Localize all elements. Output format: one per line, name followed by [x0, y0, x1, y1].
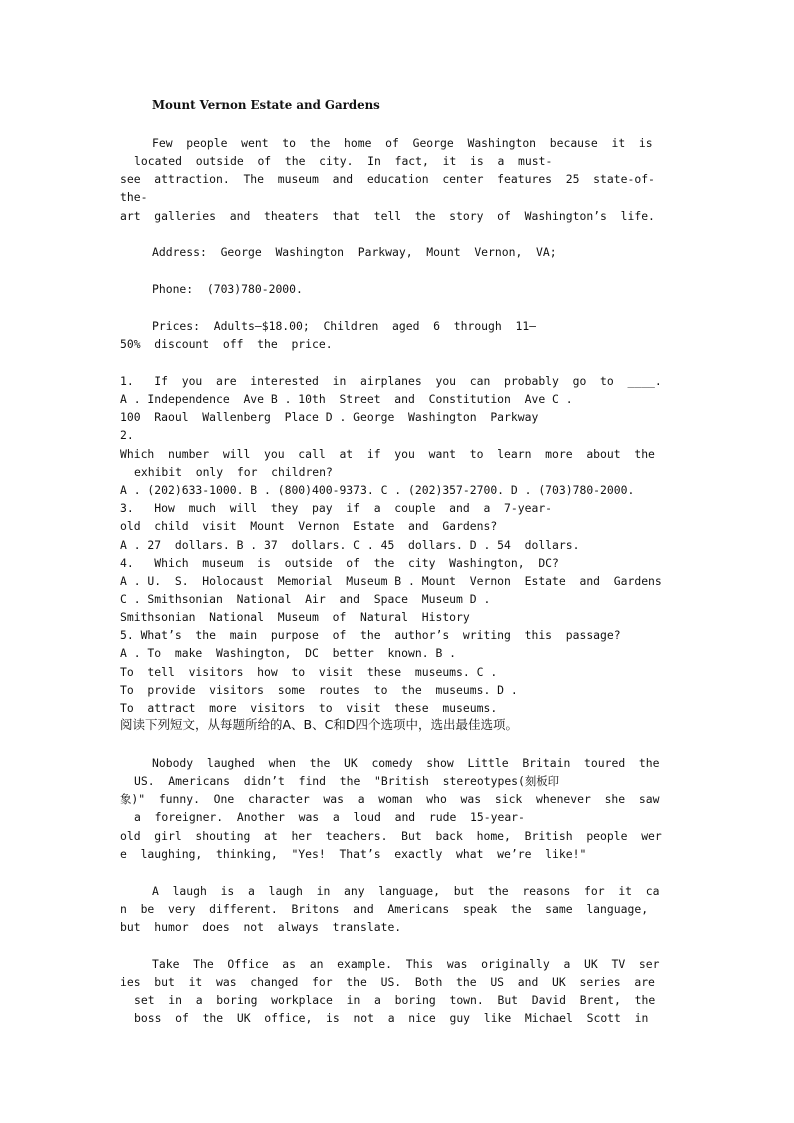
phone-line: Phone: (703)780-2000. [152, 282, 303, 296]
paragraph-line: ies but it was changed for the US. Both the US and UK series are [120, 975, 655, 989]
paragraph-line: set in a boring workplace in a boring town. But David Brent, the [134, 993, 656, 1007]
question-line: exhibit only for children? [134, 465, 333, 479]
option-line: To attract more visitors to visit these museums. [120, 701, 498, 715]
paragraph-line: but humor does not always translate. [120, 920, 402, 934]
paragraph-line: Few people went to the home of George Washington because it is [152, 136, 653, 150]
option-line: C . Smithsonian National Air and Space Museum D . [120, 592, 491, 606]
paragraph-line: e laughing, thinking, "Yes! That’s exactly what we’re like!" [120, 847, 587, 861]
paragraph-line: see attraction. The museum and education center features 25 state-of- [120, 172, 655, 186]
option-line: A . Independence Ave B . 10th Street and Constitution Ave C . [120, 392, 573, 406]
paragraph-line: n be very different. Britons and Americans speak the same language, [120, 902, 649, 916]
question-line: 1. If you are interested in airplanes you can probably go to ____. [120, 374, 662, 388]
paragraph-line: the- [120, 190, 148, 204]
question-line: 4. Which museum is outside of the city Washington, DC? [120, 556, 559, 570]
question-line: 5. What’s the main purpose of the author’s writing this passage? [120, 628, 621, 642]
option-line: A . U. S. Holocaust Memorial Museum B . Mount Vernon Estate and Gardens [120, 574, 662, 588]
question-line: 2. [120, 428, 134, 442]
question-line: 3. How much will they pay if a couple and a 7-year- [120, 501, 553, 515]
question-line: old child visit Mount Vernon Estate and Gardens? [120, 519, 498, 533]
option-line: 100 Raoul Wallenberg Place D . George Washington Parkway [120, 410, 539, 424]
option-line: A . To make Washington, DC better known. B . [120, 646, 457, 660]
paragraph-line: art galleries and theaters that tell the story of Washington’s life. [120, 209, 655, 223]
paragraph-line: US. Americans didn’t find the "British stereotypes(刻板印 [134, 774, 560, 788]
passage-title: Mount Vernon Estate and Gardens [152, 98, 380, 112]
paragraph-line: Nobody laughed when the UK comedy show Little Britain toured the [152, 756, 660, 770]
paragraph-line: Take The Office as an example. This was originally a UK TV ser [152, 957, 660, 971]
prices-line: Prices: Adults—$18.00; Children aged 6 through 11— [152, 319, 537, 333]
address-line: Address: George Washington Parkway, Mount Vernon, VA; [152, 245, 557, 259]
question-line: Which number will you call at if you want to learn more about the [120, 447, 655, 461]
paragraph-line: old girl shouting at her teachers. But back home, British people wer [120, 829, 662, 843]
instruction-line: 阅读下列短文，从每题所给的A、B、C和D四个选项中，选出最佳选项。 [120, 717, 518, 732]
paragraph-line: a foreigner. Another was a loud and rude 15-year- [134, 810, 525, 824]
option-line: To tell visitors how to visit these museums. C . [120, 665, 498, 679]
paragraph-line: A laugh is a laugh in any language, but the reasons for it ca [152, 884, 660, 898]
paragraph-line: 象)" funny. One character was a woman who was sick whenever she saw [120, 792, 660, 806]
option-line: Smithsonian National Museum of Natural History [120, 610, 470, 624]
option-line: To provide visitors some routes to the museums. D . [120, 683, 518, 697]
option-line: A . 27 dollars. B . 37 dollars. C . 45 dollars. D . 54 dollars. [120, 538, 580, 552]
prices-line: 50% discount off the price. [120, 337, 333, 351]
option-line: A . (202)633-1000. B . (800)400-9373. C . (202)357-2700. D . (703)780-2000. [120, 483, 635, 497]
paragraph-line: boss of the UK office, is not a nice guy like Michael Scott in [134, 1011, 649, 1025]
paragraph-line: located outside of the city. In fact, it is a must- [134, 154, 553, 168]
